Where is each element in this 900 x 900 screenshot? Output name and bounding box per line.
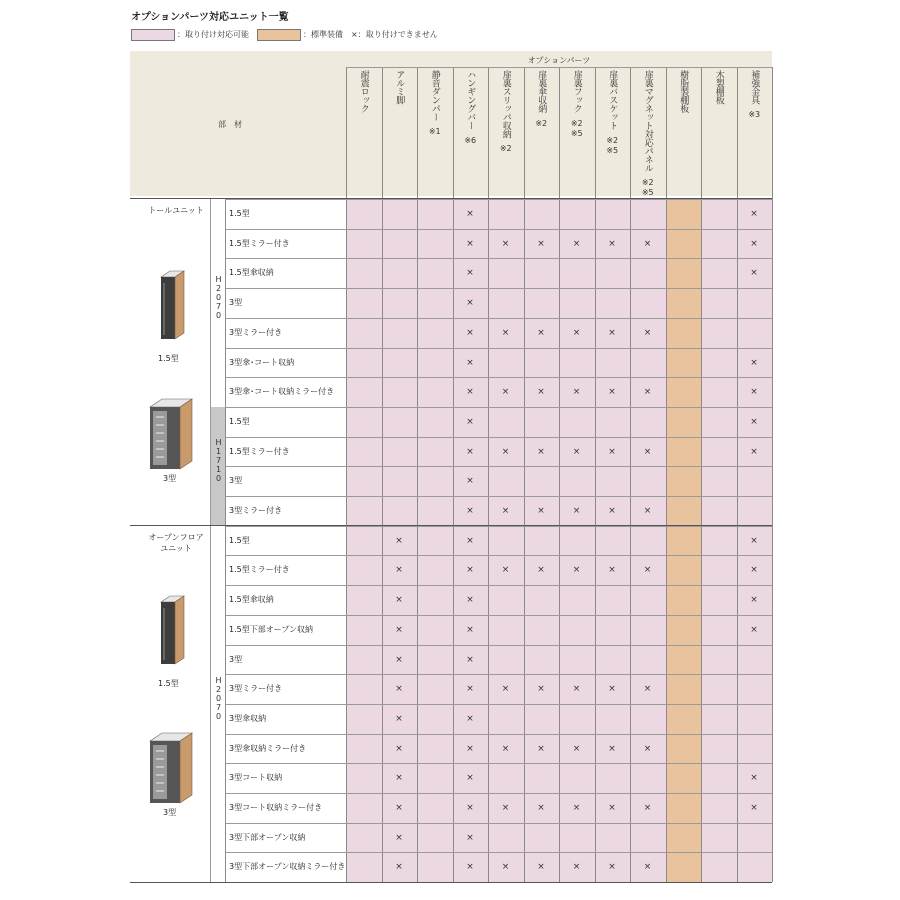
column-divider [701,67,702,882]
not-available-mark: × [572,506,581,516]
column-header-note: ※6 [464,135,477,145]
column-divider [417,67,418,882]
unit-size-label: 3型 [163,474,177,483]
row-divider [225,318,772,319]
row-divider [225,526,772,527]
not-available-mark: × [608,506,616,516]
not-available-mark: × [501,803,510,813]
table-row-label: 1.5型 [229,535,250,545]
row-divider [225,615,772,616]
row-divider [225,793,772,794]
row-divider [225,823,772,824]
not-available-mark: × [643,506,652,516]
not-available-mark: × [395,743,403,754]
not-available-mark: × [466,713,474,724]
not-available-mark: × [572,446,581,457]
column-header-note: ※2 [535,118,548,128]
section-divider [130,525,772,526]
row-divider [225,229,772,230]
table-row-label: 3型下部オープン収納ミラー付き [229,862,346,872]
not-available-mark: × [643,387,652,398]
column-header [701,70,737,104]
column-divider [524,67,525,882]
not-available-mark: × [537,387,545,398]
column-header-label: 樹脂製棚板 [678,70,689,113]
table-row-label: 3型 [229,476,243,486]
column-header-label: 補強金具 [749,70,760,104]
table-row-label: 1.5型傘収納 [229,268,274,278]
table-row-label: 1.5型ミラー付き [229,446,290,456]
not-available-mark: × [643,743,652,754]
not-available-mark: × [750,209,758,219]
not-available-mark: × [466,446,474,457]
column-fill [417,199,453,526]
column-header [559,70,595,139]
row-divider [225,496,772,497]
not-available-mark: × [750,624,758,635]
not-available-mark: × [608,565,616,576]
table-row-label: 3型ミラー付き [229,684,283,694]
table-row-label: 3型 [229,298,243,308]
page-title: オプションパーツ対応ユニット一覧 [131,12,289,23]
unit-size-label: 3型 [163,807,177,817]
not-available-mark: × [750,803,758,813]
table-row-label: 3型コート収納ミラー付き [229,803,323,812]
not-available-mark: × [643,803,652,813]
not-available-mark: × [537,327,545,338]
not-available-mark: × [572,238,581,249]
table-row-label: 1.5型 [229,209,250,218]
column-header [666,70,702,113]
not-available-mark: × [608,238,616,249]
table-row-label: 1.5型ミラー付き [229,565,290,575]
not-available-mark: × [466,476,474,487]
column-fill [666,199,702,526]
row-divider [225,407,772,408]
not-available-mark: × [643,565,652,576]
column-header-label: 扉裏傘収納 [536,70,547,113]
option-parts-group-label: オプションパーツ [527,56,591,65]
column-divider [630,67,631,882]
cabinet-3-icon [148,397,194,471]
column-header-note: ※1 [428,127,441,136]
table-row-label: 1.5型 [229,416,250,426]
column-header [488,70,524,154]
row-divider [225,199,772,200]
not-available-mark: × [501,387,510,398]
legend-cannot-label: ×：取り付けできません [351,30,438,39]
not-available-mark: × [750,387,758,398]
not-available-mark: × [501,684,510,695]
not-available-mark: × [608,862,616,873]
table-row-label: 1.5型下部オープン収納 [229,624,314,634]
legend-pink-swatch [131,29,175,41]
not-available-mark: × [750,446,758,457]
column-header-note: ※2 ※5 [570,118,583,138]
column-header-label: 扉裏バスケット [607,70,618,130]
table-row-label: 3型コート収納 [229,773,283,783]
not-available-mark: × [466,595,474,606]
column-header [737,70,773,120]
height-label: H2070 [214,675,223,721]
not-available-mark: × [750,416,758,427]
not-available-mark: × [643,684,652,695]
not-available-mark: × [466,684,474,695]
not-available-mark: × [466,862,474,873]
column-header [417,70,453,137]
column-header [595,70,631,156]
row-divider [225,734,772,735]
column-fill [701,199,737,526]
cabinet-1-5-icon [158,594,186,668]
row-divider [225,377,772,378]
not-available-mark: × [501,506,510,516]
not-available-mark: × [537,446,545,457]
cabinet-1-5-icon [158,269,186,343]
not-available-mark: × [750,565,758,576]
not-available-mark: × [643,446,652,457]
not-available-mark: × [572,387,581,398]
not-available-mark: × [572,565,581,576]
parts-column-label: 部 材 [218,120,242,129]
column-divider [595,67,596,882]
not-available-mark: × [537,238,545,249]
not-available-mark: × [501,327,510,338]
not-available-mark: × [395,654,403,665]
not-available-mark: × [466,357,474,368]
not-available-mark: × [395,624,403,635]
not-available-mark: × [572,684,581,695]
not-available-mark: × [750,595,758,606]
not-available-mark: × [643,327,652,338]
not-available-mark: × [750,357,758,368]
table-row-label: 3型傘･コート収納ミラー付き [229,387,335,397]
not-available-mark: × [466,387,474,398]
not-available-mark: × [466,803,474,813]
table-row-label: 3型ミラー付き [229,327,283,337]
not-available-mark: × [750,535,758,546]
not-available-mark: × [466,416,474,427]
table-row-label: 1.5型ミラー付き [229,238,290,248]
not-available-mark: × [608,387,616,398]
unit-size-label: 1.5型 [158,354,179,363]
column-header-label: 静音ダンパー [429,70,440,121]
not-available-mark: × [395,803,403,813]
column-divider [666,67,667,882]
row-divider [225,585,772,586]
row-divider [225,348,772,349]
table-row-label: 3型傘･コート収納 [229,357,295,367]
not-available-mark: × [395,713,403,724]
legend-standard-label: ：標準装備 [303,30,343,39]
not-available-mark: × [466,535,474,546]
not-available-mark: × [466,743,474,754]
not-available-mark: × [608,327,616,338]
not-available-mark: × [643,238,652,249]
cabinet-3-icon [148,731,194,805]
not-available-mark: × [501,565,510,576]
row-divider [225,466,772,467]
column-header [382,70,418,104]
not-available-mark: × [466,773,474,784]
table-row-label: 3型ミラー付き [229,506,283,515]
column-header [453,70,489,146]
section-label: トールユニット [148,206,204,215]
column-header-note: ※2 [499,144,512,153]
height-label: H1710 [214,438,223,484]
not-available-mark: × [501,743,510,754]
column-fill [346,199,382,526]
row-divider [225,288,772,289]
not-available-mark: × [466,654,474,665]
not-available-mark: × [537,743,545,754]
not-available-mark: × [501,862,510,873]
not-available-mark: × [608,803,616,813]
column-divider [453,67,454,882]
row-divider [225,555,772,556]
group-header-underline [346,67,772,68]
column-header-label: 耐震ロック [358,70,369,113]
row-divider [225,645,772,646]
column-header-label: 木製棚板 [713,70,724,104]
column-header [630,70,666,198]
not-available-mark: × [750,268,758,279]
column-header-label: 扉裏フック [571,70,582,113]
label-divider [225,199,226,882]
height-label: H2070 [214,274,223,320]
not-available-mark: × [466,565,474,576]
table-bottom-rule [130,882,772,883]
section-label: オープンフロア ユニット [148,532,204,553]
not-available-mark: × [608,743,616,754]
legend-tan-swatch [257,29,301,41]
not-available-mark: × [395,565,403,576]
not-available-mark: × [537,862,545,873]
column-header-label: アルミ脚 [394,70,405,104]
not-available-mark: × [395,832,403,843]
not-available-mark: × [466,209,474,219]
column-divider [488,67,489,882]
not-available-mark: × [466,506,474,516]
not-available-mark: × [466,327,474,338]
not-available-mark: × [466,832,474,843]
table-row-label: 3型傘収納 [229,713,267,723]
not-available-mark: × [466,238,474,249]
not-available-mark: × [608,446,616,457]
section-divider [130,198,772,199]
not-available-mark: × [466,268,474,279]
not-available-mark: × [750,238,758,249]
column-header-note: ※3 [748,110,761,119]
table-row-label: 3型傘収納ミラー付き [229,743,307,753]
column-header-label: 扉裏マグネット対応パネル [642,70,653,172]
not-available-mark: × [395,535,403,546]
not-available-mark: × [395,862,403,873]
column-header-note: ※2 ※5 [641,178,654,197]
not-available-mark: × [537,506,545,516]
table-row-label: 3型下部オープン収納 [229,832,306,842]
option-parts-table [130,51,772,885]
not-available-mark: × [466,624,474,635]
column-header [346,70,382,113]
row-divider [225,258,772,259]
not-available-mark: × [501,446,510,457]
column-divider [772,67,773,882]
unit-size-label: 1.5型 [158,678,179,688]
not-available-mark: × [572,803,581,813]
column-divider [346,67,347,882]
column-header-label: 扉裏スリッパ収納 [500,70,511,138]
not-available-mark: × [466,298,474,309]
legend [131,28,446,41]
row-divider [225,704,772,705]
not-available-mark: × [750,773,758,784]
not-available-mark: × [643,862,652,873]
legend-can-attach-label: ：取り付け対応可能 [177,30,249,39]
not-available-mark: × [501,238,510,249]
not-available-mark: × [395,595,403,606]
not-available-mark: × [608,684,616,695]
not-available-mark: × [395,684,403,695]
column-divider [382,67,383,882]
not-available-mark: × [537,803,545,813]
column-divider [737,67,738,882]
row-divider [225,437,772,438]
not-available-mark: × [572,743,581,754]
not-available-mark: × [537,684,545,695]
column-header-label: ハンギングバー [465,70,476,130]
column-divider [559,67,560,882]
not-available-mark: × [537,565,545,576]
not-available-mark: × [395,773,403,784]
row-divider [225,763,772,764]
table-row-label: 3型 [229,654,243,664]
column-header [524,70,560,129]
column-fill [382,199,418,526]
column-header-note: ※2 ※5 [606,135,619,155]
row-divider [225,674,772,675]
not-available-mark: × [572,862,581,873]
not-available-mark: × [572,327,581,338]
table-row-label: 1.5型傘収納 [229,595,274,605]
row-divider [225,852,772,853]
